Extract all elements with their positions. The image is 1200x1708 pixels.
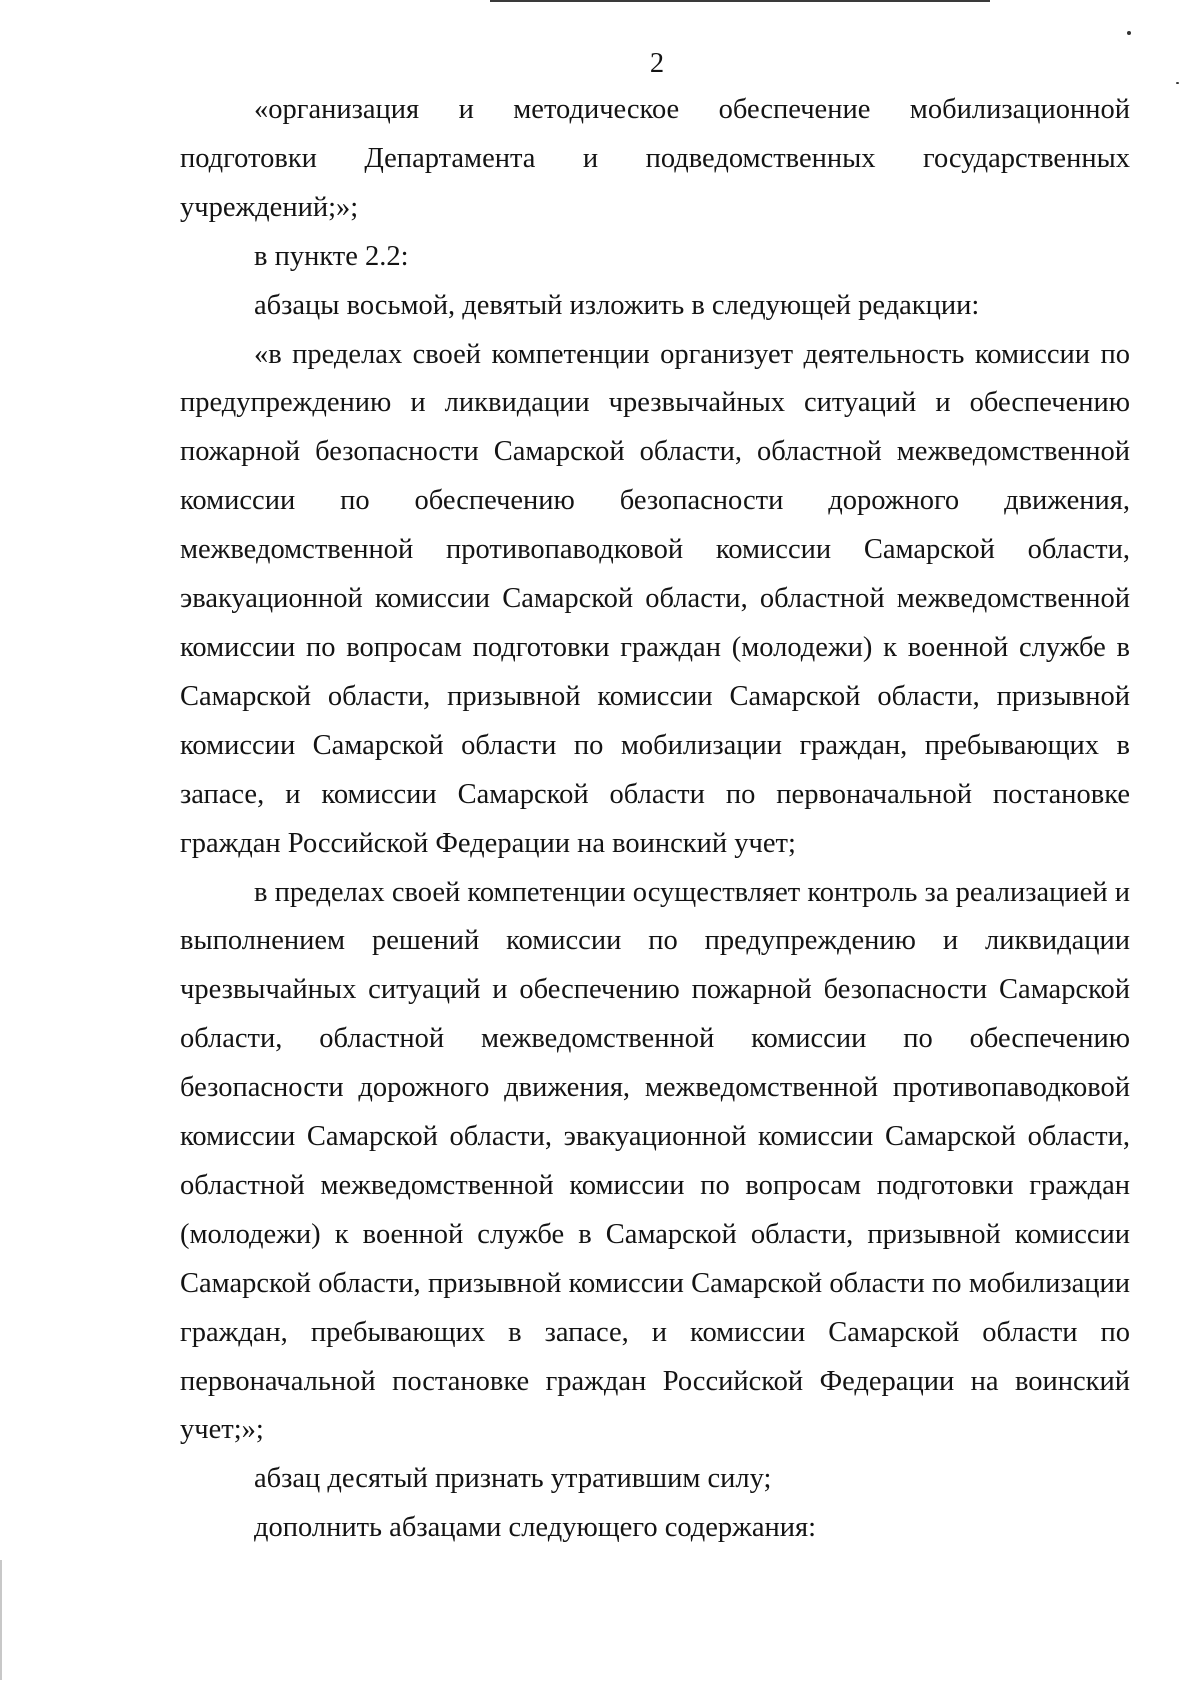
paragraph-add-clauses: дополнить абзацами следующего содержания: xyxy=(254,1512,817,1544)
paragraph-controls-decisions: в пределах своей компетенции осуществляет контроль за реализацией и выполнением решений комиссии по предупреждению и ликвидации чрезвычайных ситуаций и обеспечению пожарной безопасности Самарской области, областной межведомственной комиссии по обеспечению безопасности дорожного движения, межведомственной противопаводковой комиссии Самарской области, эвакуационной комиссии Самарской области, областной межведомственной комиссии по вопросам подготовки граждан (молодежи) к военной службе в Самарской области, призывной комиссии Самарской области, призывной комиссии Самарской области по мобилизации граждан, пребывающих в запасе, и комиссии Самарской области по первоначальной постановке граждан Российской Федерации на воинский учет;»; xyxy=(180,876,1130,1446)
paragraph-amend-instruction: абзацы восьмой, девятый изложить в следующей редакции: xyxy=(254,289,980,321)
scan-edge-mark xyxy=(0,1560,2,1680)
paragraph-organizes-commissions: «в пределах своей компетенции организует деятельность комиссии по предупреждению и ликвидации чрезвычайных ситуаций и обеспечению пожарной безопасности Самарской области, областной межведомственной комиссии по обеспечению безопасности дорожного движения, межведомственной противопаводковой комиссии Самарской области, эвакуационной комиссии Самарской области, областной межведомственной комиссии по вопросам подготовки граждан (молодежи) к военной службе в Самарской области, призывной комиссии Самарской области, призывной комиссии Самарской области по мобилизации граждан, пребывающих в запасе, и комиссии Самарской области по первоначальной постановке граждан Российской Федерации на воинский учет; xyxy=(180,338,1130,859)
scan-top-rule xyxy=(490,0,990,2)
scan-speck xyxy=(1127,31,1131,35)
document-body xyxy=(180,86,1130,1553)
paragraph-clause-2-2: в пункте 2.2: xyxy=(254,240,409,272)
paragraph-tenth-void: абзац десятый признать утратившим силу; xyxy=(254,1463,772,1495)
page-number: 2 xyxy=(649,48,665,79)
paragraph-mobilization-training: «организация и методическое обеспечение мобилизационной подготовки Департамента и подведомственных государственных учреждений;»; xyxy=(180,94,1130,223)
